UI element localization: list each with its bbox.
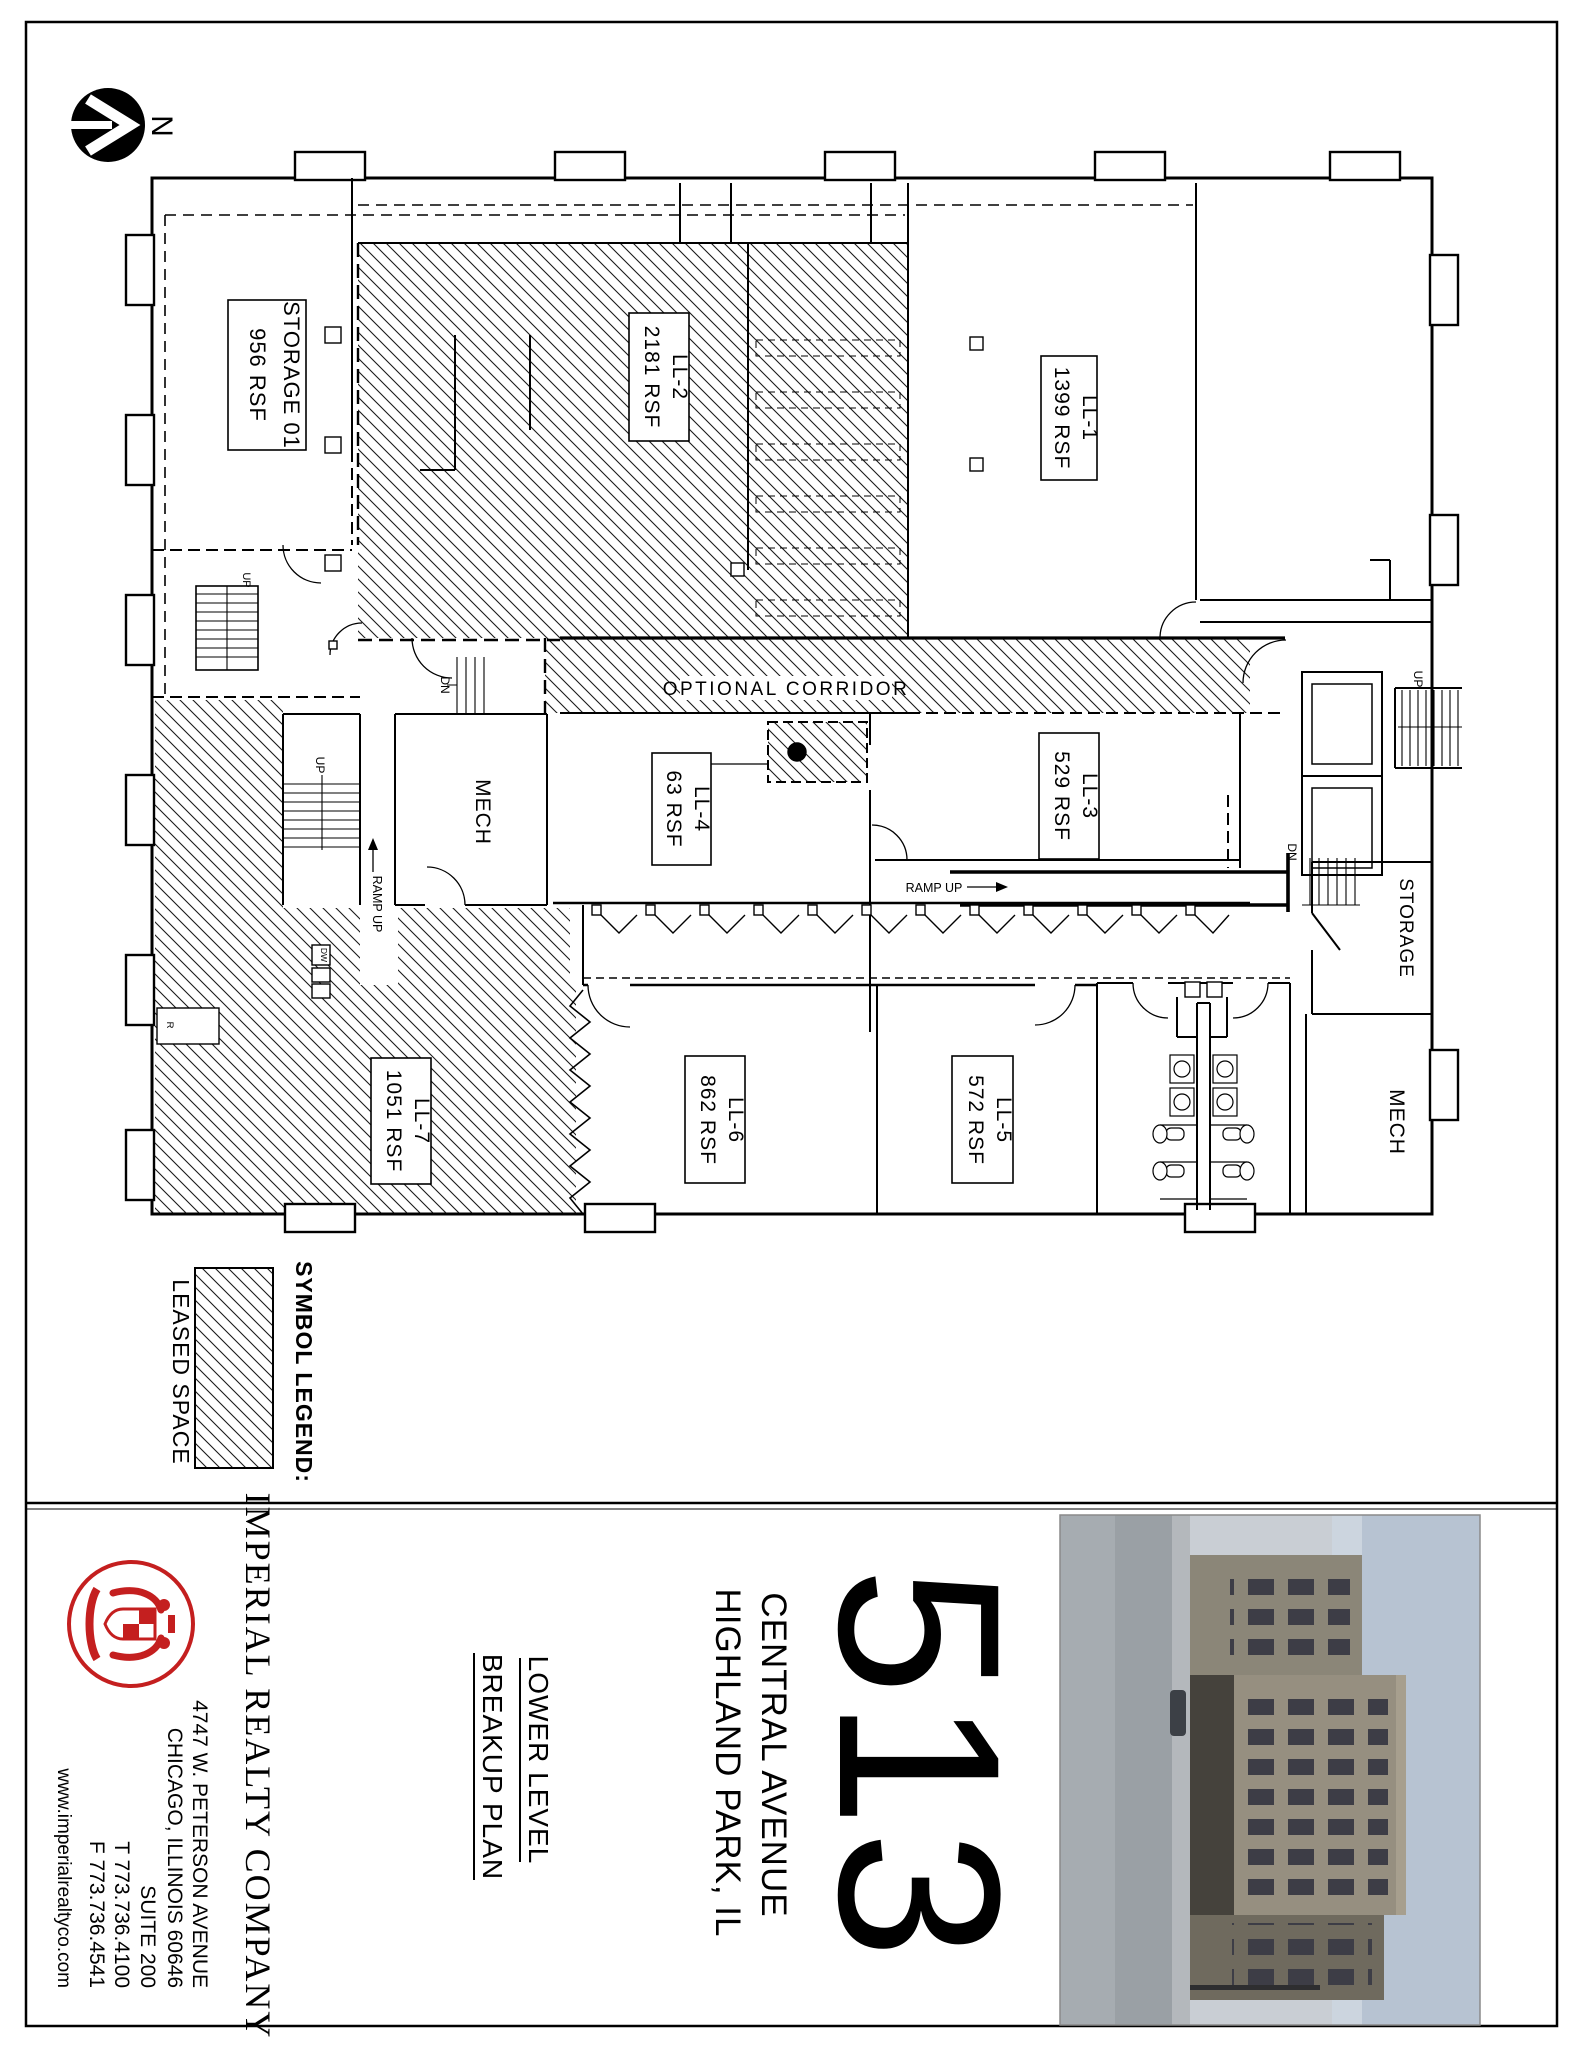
sheet-title xyxy=(474,1653,554,1880)
building-photo xyxy=(1060,1515,1480,2025)
svg-text:LL-7: LL-7 xyxy=(410,1097,433,1145)
arrow-up-icon xyxy=(368,838,378,850)
dn-label-right: DN xyxy=(1285,843,1299,861)
window-wells xyxy=(553,903,1250,933)
svg-text:2181 RSF: 2181 RSF xyxy=(640,325,663,429)
r-label: R xyxy=(164,1021,175,1029)
address-line2: CHICAGO, ILLINOIS 60646 xyxy=(163,1727,186,1988)
up-label-right: UP xyxy=(1411,670,1425,688)
svg-text:956 RSF: 956 RSF xyxy=(245,328,270,422)
svg-text:1399 RSF: 1399 RSF xyxy=(1050,366,1073,470)
room-label-ll4 xyxy=(652,753,768,865)
address-line1: 4747 W. PETERSON AVENUE xyxy=(188,1700,211,1988)
room-label-ll7 xyxy=(371,1058,433,1184)
north-label: N xyxy=(145,115,179,137)
zigzag-wall xyxy=(570,990,636,1214)
pole-icon xyxy=(1190,1985,1320,1990)
sheet-title-line2: BREAKUP PLAN xyxy=(477,1653,508,1881)
arrow-right-icon xyxy=(996,882,1008,892)
svg-text:RAMP UP: RAMP UP xyxy=(370,875,384,933)
legend-title: SYMBOL LEGEND: xyxy=(291,1261,317,1483)
legend-leased-label: LEASED SPACE xyxy=(168,1279,194,1465)
room-label-storage01 xyxy=(228,300,306,450)
svg-text:LL-6: LL-6 xyxy=(724,1096,747,1144)
svg-text:1051 RSF: 1051 RSF xyxy=(382,1069,405,1173)
project-line1: CENTRAL AVENUE xyxy=(754,1592,793,1918)
north-arrow xyxy=(68,88,178,162)
address-line3: SUITE 200 xyxy=(136,1885,159,1988)
room-label-storage-right: STORAGE xyxy=(1395,878,1416,978)
car-icon xyxy=(1170,1690,1186,1736)
room-label-mech-center: MECH xyxy=(471,779,494,845)
room-label-mech-right: MECH xyxy=(1385,1089,1408,1155)
ramp-up-right xyxy=(901,878,1008,896)
svg-text:OPTIONAL CORRIDOR: OPTIONAL CORRIDOR xyxy=(662,679,910,700)
svg-text:LL-5: LL-5 xyxy=(992,1096,1015,1144)
fax-line: F 773.736.4541 xyxy=(85,1840,108,1988)
svg-text:LL-3: LL-3 xyxy=(1078,772,1101,820)
sheet-title-line1: LOWER LEVEL xyxy=(523,1655,554,1865)
up-label-left: UP xyxy=(313,756,327,774)
website-line: www.imperialrealtyco.com xyxy=(53,1768,74,1988)
svg-text:LL-1: LL-1 xyxy=(1078,394,1101,442)
symbol-legend xyxy=(168,1261,317,1483)
project-line2: HIGHLAND PARK, IL xyxy=(708,1588,747,1938)
room-label-ll2 xyxy=(629,313,691,441)
svg-text:862 RSF: 862 RSF xyxy=(696,1075,719,1165)
up-label-topleft: UP xyxy=(240,572,252,588)
room-label-ll3 xyxy=(1039,733,1101,859)
svg-text:RAMP UP: RAMP UP xyxy=(905,881,963,895)
svg-text:63 RSF: 63 RSF xyxy=(662,770,685,848)
room-label-ll5 xyxy=(952,1056,1015,1183)
room-label-ll6 xyxy=(685,1056,747,1183)
svg-text:572 RSF: 572 RSF xyxy=(964,1075,987,1165)
dw-label: DW xyxy=(319,947,329,963)
ramp-up-left xyxy=(368,838,384,932)
phone-line: T 773.736.4100 xyxy=(110,1841,133,1988)
company-name: IMPERIAL REALTY COMPANY xyxy=(238,1492,278,2040)
column-dot xyxy=(788,743,806,761)
svg-text:STORAGE 01: STORAGE 01 xyxy=(279,301,304,449)
project-title xyxy=(708,1589,793,1938)
dn-label-center: DN xyxy=(438,676,452,694)
corridor-label xyxy=(663,676,910,700)
sheet-number: 513 xyxy=(791,1567,1048,1963)
company-logo xyxy=(53,1556,210,1692)
svg-text:LL-2: LL-2 xyxy=(668,353,691,401)
restroom-fixtures xyxy=(1153,1055,1254,1199)
svg-text:LL-4: LL-4 xyxy=(690,785,713,833)
room-label-ll1 xyxy=(1041,356,1101,480)
title-block xyxy=(53,1493,1480,2040)
svg-text:529 RSF: 529 RSF xyxy=(1050,751,1073,841)
